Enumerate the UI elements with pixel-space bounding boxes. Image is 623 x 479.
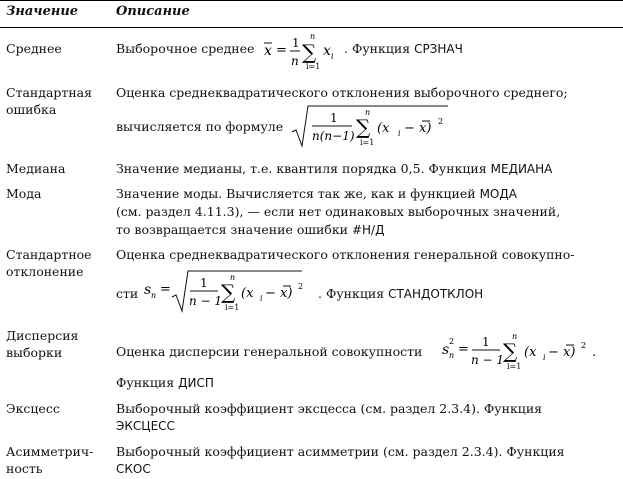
mode-text-2: (см. раздел 4.11.3), — если нет одинаковых выборочных значений, [116, 204, 561, 219]
svg-text:n: n [291, 54, 299, 68]
function-ekscess: ЭКСЦЕСС [116, 419, 175, 433]
svg-text:2: 2 [581, 341, 587, 350]
function-standotklon: СТАНДОТКЛОН [388, 287, 484, 301]
function-srznach: СРЗНАЧ [414, 42, 463, 56]
top-rule [0, 0, 623, 1]
svg-text:i=1: i=1 [306, 62, 321, 71]
svg-text:− x): − x) [265, 286, 293, 301]
mean-text: Выборочное среднее [116, 41, 255, 56]
svg-text:∑: ∑ [302, 40, 317, 64]
svg-text:1: 1 [482, 335, 490, 349]
kurtosis-text: Выборочный коэффициент эксцесса (см. раздел 2.3.4). Функция [116, 401, 543, 416]
svg-text:2: 2 [449, 337, 455, 346]
svg-text:i: i [260, 294, 263, 303]
svg-text:n: n [449, 351, 455, 360]
variance-text-2: Функция ДИСП [116, 375, 214, 390]
header-value: Значение [6, 4, 79, 19]
svg-text:x: x [264, 43, 272, 59]
stdev-text-2: сти [116, 286, 139, 301]
formula-stdev [142, 267, 312, 317]
svg-text:2: 2 [298, 282, 304, 291]
svg-text:=: = [458, 342, 469, 357]
svg-text:n(n−1): n(n−1) [312, 129, 355, 143]
svg-text:i: i [543, 353, 546, 362]
svg-text:n − 1: n − 1 [189, 294, 223, 308]
stdev-tail: . Функция СТАНДОТКЛОН [318, 286, 484, 301]
svg-text:∑: ∑ [503, 339, 518, 363]
svg-text:s: s [144, 282, 152, 298]
formula-stderr [290, 102, 450, 152]
function-mediana: МЕДИАНА [490, 162, 553, 176]
stderr-text-2: вычисляется по формуле [116, 119, 284, 134]
svg-text:(x: (x [377, 121, 390, 136]
svg-text:2: 2 [438, 117, 444, 126]
mode-text-1: Значение моды. Вычисляется так же, как и функцией МОДА [116, 186, 517, 201]
svg-text:− x): − x) [404, 121, 432, 136]
svg-text:.: . [592, 345, 597, 360]
svg-text:i=1: i=1 [507, 362, 522, 371]
svg-text:=: = [276, 43, 287, 58]
svg-text:s: s [442, 342, 450, 358]
term-median: Медиана [6, 161, 66, 176]
term-stderr: Стандартная ошибка [6, 85, 92, 117]
svg-text:n: n [151, 291, 157, 300]
term-stdev: Стандартное отклонение [6, 247, 92, 279]
function-skos: СКОС [116, 462, 151, 476]
variance-text: Оценка дисперсии генеральной совокупности [116, 344, 423, 359]
term-variance: Дисперсия выборки [6, 328, 79, 360]
term-skewness: Асимметрич- ность [6, 444, 94, 476]
stderr-text-1: Оценка среднеквадратического отклонения выборочного среднего; [116, 85, 568, 100]
svg-text:− x): − x) [548, 345, 576, 360]
header-rule [0, 27, 623, 28]
svg-text:i=1: i=1 [360, 138, 375, 147]
svg-text:x: x [323, 43, 331, 59]
svg-text:∑: ∑ [356, 115, 371, 139]
term-mode: Мода [6, 186, 42, 201]
svg-text:1: 1 [292, 36, 300, 50]
svg-text:(x: (x [241, 286, 254, 301]
error-na: #Н/Д [351, 223, 385, 237]
svg-text:i: i [398, 129, 401, 138]
svg-text:1: 1 [330, 111, 338, 125]
formula-variance [440, 329, 616, 377]
svg-text:n: n [310, 32, 316, 41]
svg-text:1: 1 [200, 276, 208, 290]
svg-text:∑: ∑ [221, 280, 236, 304]
mean-tail: . Функция СРЗНАЧ [344, 41, 463, 56]
term-mean: Среднее [6, 41, 62, 56]
svg-text:i: i [331, 52, 334, 61]
median-text: Значение медианы, т.е. квантиля порядка 0,5. Функция МЕДИАНА [116, 161, 553, 176]
term-kurtosis: Эксцесс [6, 401, 60, 416]
svg-text:(x: (x [524, 345, 537, 360]
stdev-text-1: Оценка среднеквадратического отклонения генеральной совокупно- [116, 247, 575, 262]
svg-text:=: = [160, 282, 171, 297]
svg-text:i=1: i=1 [225, 303, 240, 312]
svg-text:n: n [230, 273, 236, 282]
svg-text:n: n [512, 332, 518, 341]
formula-mean [262, 32, 342, 74]
svg-text:n − 1: n − 1 [471, 353, 505, 367]
skewness-text: Выборочный коэффициент асимметрии (см. раздел 2.3.4). Функция [116, 444, 565, 459]
header-description: Описание [116, 4, 190, 19]
function-moda: МОДА [479, 187, 517, 201]
svg-text:n: n [365, 108, 371, 117]
function-disp: ДИСП [178, 376, 214, 390]
mode-text-3: то возвращается значение ошибки #Н/Д [116, 222, 385, 237]
